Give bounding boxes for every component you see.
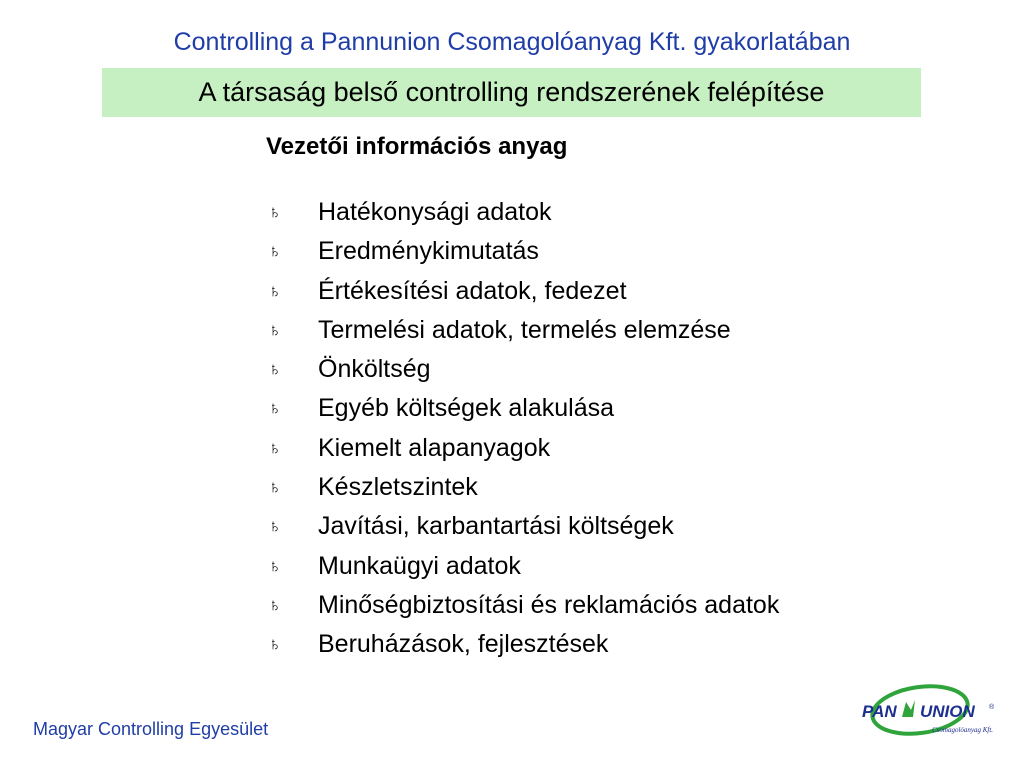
- list-item-text: Termelési adatok, termelés elemzése: [318, 315, 731, 344]
- logo-name-union: UNION: [920, 702, 975, 721]
- bullet-list: [266, 197, 866, 669]
- list-item-text: Önköltség: [318, 355, 431, 384]
- list-item: [266, 629, 866, 660]
- list-item-text: Egyéb költségek alakulása: [318, 394, 615, 423]
- list-item: [266, 236, 866, 267]
- footer-organization: Magyar Controlling Egyesület: [33, 719, 269, 739]
- bullet-icon: ♄: [268, 319, 282, 340]
- logo-name-pan: PAN: [862, 702, 897, 721]
- list-item: [266, 590, 866, 621]
- bullet-icon: ♄: [268, 280, 282, 301]
- list-item-text: Minőségbiztosítási és reklamációs adatok: [318, 590, 780, 619]
- list-item: [266, 433, 866, 464]
- list-item-text: Eredménykimutatás: [318, 237, 539, 266]
- bullet-icon: ♄: [268, 202, 282, 222]
- bullet-icon: ♄: [268, 555, 282, 576]
- logo-n-mark: [902, 700, 915, 717]
- bullet-icon: ♄: [268, 437, 282, 458]
- list-item: [266, 197, 866, 228]
- slide-subtitle: A társaság belső controlling rendszerének felépítése: [198, 77, 825, 107]
- list-item: [266, 393, 866, 424]
- list-item: [266, 472, 866, 503]
- list-item: [266, 276, 866, 307]
- presentation-title: Controlling a Pannunion Csomagolóanyag Kft. gyakorlatában: [173, 28, 851, 56]
- bullet-icon: ♄: [268, 241, 282, 262]
- list-item-text: Beruházások, fejlesztések: [318, 630, 609, 659]
- list-item: [266, 354, 866, 385]
- bullet-icon: ♄: [268, 477, 282, 498]
- list-item: [266, 551, 866, 582]
- logo-tagline: Csomagolóanyag Kft.: [932, 726, 994, 734]
- list-item: [266, 511, 866, 542]
- section-heading: Vezetői információs anyag: [266, 133, 568, 160]
- list-item: [266, 315, 866, 346]
- bullet-icon: ♄: [268, 359, 282, 380]
- list-item-text: Készletszintek: [318, 473, 478, 502]
- list-item-text: Hatékonysági adatok: [318, 198, 552, 226]
- list-item-text: Értékesítési adatok, fedezet: [318, 276, 627, 305]
- bullet-icon: ♄: [268, 398, 282, 419]
- list-item-text: Munkaügyi adatok: [318, 551, 521, 580]
- pannunion-logo: [858, 682, 998, 742]
- bullet-icon: ♄: [268, 516, 282, 537]
- bullet-icon: ♄: [268, 634, 282, 655]
- bullet-icon: ♄: [268, 594, 282, 615]
- list-item-text: Javítási, karbantartási költségek: [318, 512, 674, 541]
- list-item-text: Kiemelt alapanyagok: [318, 433, 551, 462]
- subtitle-band: [102, 68, 921, 117]
- logo-registered: ®: [989, 704, 995, 711]
